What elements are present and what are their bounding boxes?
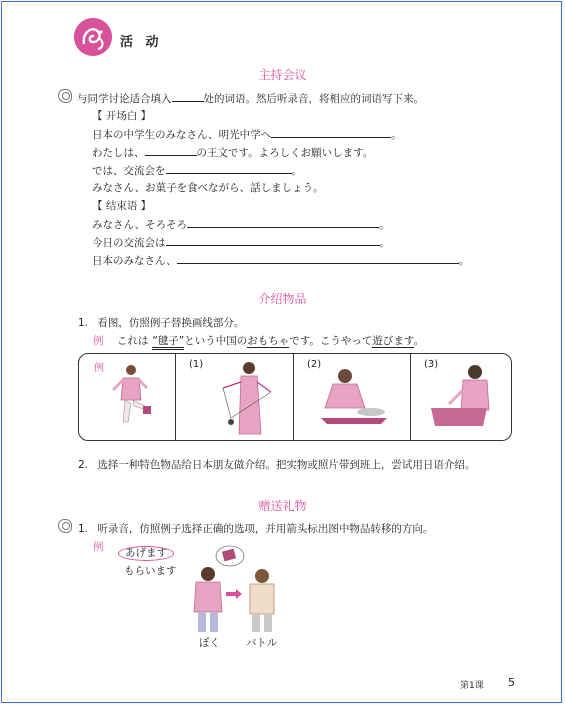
gift-exchange-illustration	[180, 540, 290, 636]
closing-line-1-end: 。	[379, 219, 390, 231]
gift-item-1	[78, 522, 433, 536]
opening-line-2	[92, 145, 373, 160]
audio-icon[interactable]	[58, 89, 72, 103]
example-part-g: 。	[413, 335, 425, 347]
person-label-batoru: バトル	[246, 637, 278, 649]
person-label-boku: ぼく	[199, 637, 220, 649]
answer-blank-4[interactable]	[187, 217, 379, 228]
picture-panel	[78, 353, 512, 441]
answer-blank-2[interactable]	[145, 145, 197, 156]
answer-blank-6[interactable]	[177, 253, 459, 264]
gift-option-1[interactable]	[118, 546, 174, 561]
panel-label-1: (1)	[189, 359, 204, 370]
closing-line-2-text: 今日の交流会は	[92, 237, 166, 249]
closing-line-2-end: 。	[379, 237, 390, 249]
page-number: 5	[508, 676, 515, 689]
opening-line-3-text: では、交流会を	[92, 165, 166, 177]
panel-divider	[293, 354, 294, 440]
gift-example-label: 例	[93, 541, 104, 553]
section-title-introduce: 介绍物品	[258, 292, 307, 306]
gift-option-2[interactable]: もらいます	[124, 565, 177, 577]
opening-line-4: みなさん、お菓子を食べながら、話しましょう。	[92, 182, 324, 194]
closing-line-3	[92, 253, 469, 268]
answer-blank-5[interactable]	[166, 235, 380, 246]
activity-logo	[74, 18, 112, 56]
closing-line-3-text: 日本のみなさん、	[92, 255, 177, 267]
closing-line-2	[92, 235, 390, 250]
opening-line-1-end: 。	[391, 129, 402, 141]
example-part-c: という中国の	[184, 335, 248, 347]
example-part-e: です。こうやって	[289, 335, 373, 347]
intro-item-1-text: 看图，仿照例子替换画线部分。	[97, 317, 245, 329]
intro-example	[93, 334, 424, 348]
closing-line-1	[92, 217, 390, 232]
intro-item-1	[78, 316, 244, 330]
opening-label: 【 开场白 】	[92, 110, 152, 122]
activity-title: 活 动	[120, 35, 163, 50]
intro-item-1-num: 1.	[78, 317, 89, 329]
closing-label: 【 结束语 】	[92, 200, 152, 212]
blank-sample	[172, 91, 204, 102]
opening-line-1-text: 日本の中学生のみなさん、明光中学へ	[92, 129, 272, 141]
answer-blank-3[interactable]	[166, 163, 292, 174]
intro-item-2-num: 2.	[78, 459, 89, 471]
gift-item-1-num: 1.	[78, 523, 89, 535]
example-label: 例	[93, 335, 104, 347]
example-part-f: 遊びます	[372, 335, 414, 347]
opening-line-2-mid: の王文です。よろしくお願いします。	[196, 147, 374, 159]
panel-label-example: 例	[94, 363, 104, 374]
intro-item-2-text: 选择一种特色物品给日本朋友做介绍。把实物或照片带到班上，尝试用日语介绍。	[97, 459, 476, 471]
answer-blank-1[interactable]	[271, 127, 391, 138]
opening-line-3-end: 。	[291, 165, 302, 177]
example-part-a: これは	[116, 335, 149, 347]
woman-playing-diabolo-figure	[201, 358, 285, 438]
girl-kicking-shuttlecock-figure	[101, 360, 157, 438]
opening-line-2-text: わたしは、	[92, 147, 145, 159]
panel-label-3: (3)	[424, 359, 439, 370]
closing-line-3-end: 。	[458, 255, 470, 267]
gift-option-1-text: あげます	[118, 546, 174, 561]
panel-label-2: (2)	[307, 359, 322, 370]
opening-line-3	[92, 163, 302, 178]
person-crafting-figure	[311, 362, 401, 434]
instruction-text: 与同学讨论适合填入	[77, 93, 172, 105]
section-title-gift: 赠送礼物	[258, 499, 307, 513]
opening-line-1	[92, 127, 402, 142]
panel-divider	[175, 354, 176, 440]
closing-line-1-text: みなさん、そろそろ	[92, 219, 188, 231]
intro-item-2	[78, 458, 475, 472]
man-writing-calligraphy-figure	[427, 360, 507, 436]
audio-icon[interactable]	[58, 519, 72, 533]
instruction-hosting	[77, 91, 424, 106]
example-part-d: おもちゃ	[247, 335, 290, 347]
lesson-label: 第1课	[460, 681, 484, 691]
section-title-hosting: 主持会议	[258, 68, 307, 82]
example-part-b: “毽子”	[152, 335, 184, 350]
gift-item-1-text: 听录音，仿照例子选择正确的选项，并用箭头标出图中物品转移的方向。	[97, 523, 434, 535]
instruction-suffix: 处的词语。然后听录音，将相应的词语写下来。	[203, 93, 424, 105]
panel-divider	[410, 354, 411, 440]
